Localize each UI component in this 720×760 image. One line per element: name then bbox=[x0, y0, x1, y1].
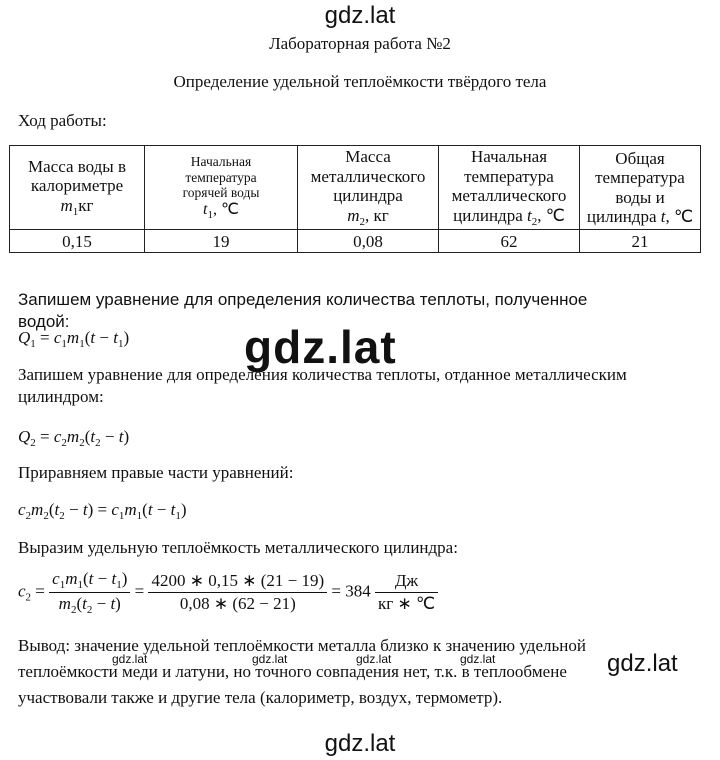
header-text: Масса воды в bbox=[27, 156, 127, 176]
fraction-symbolic: $\frac{c_1m_1(t - t_1)}{m_2(t_2 - t)}$ bbox=[49, 569, 130, 616]
table-cell: 21 bbox=[580, 230, 701, 253]
table-header-row bbox=[10, 146, 701, 230]
header-var: t bbox=[527, 205, 532, 225]
header-cylinder-mass bbox=[298, 146, 439, 230]
header-unit: кг bbox=[78, 195, 94, 215]
header-cylinder-temp bbox=[439, 146, 580, 230]
header-unit: , ℃ bbox=[537, 205, 565, 225]
header-text: металлического bbox=[310, 166, 426, 186]
fraction-numeric bbox=[148, 571, 327, 614]
watermark-center: gdz.lat bbox=[244, 321, 397, 373]
page-title: Лабораторная работа №2 bbox=[269, 34, 451, 53]
conclusion: Вывод: значение удельной теплоёмкости металла близко к значению удельной теплоёмкости меди и латуни, но точного совпадения нет, т.к. в теплообмене участвовали также и другие тела (калориметр, воздух, термометр). bbox=[18, 636, 586, 707]
page-subtitle: Определение удельной теплоёмкости твёрдого тела bbox=[173, 72, 547, 91]
fraction-numeric-den: 0,08 ∗ (62 − 21) bbox=[179, 594, 296, 613]
header-total-temp bbox=[580, 146, 701, 230]
header-text: калориметре bbox=[30, 176, 124, 196]
header-text: температура bbox=[185, 169, 257, 185]
header-text: металлического bbox=[451, 186, 567, 206]
header-text: горячей воды bbox=[182, 185, 260, 201]
paragraph-express: Выразим удельную теплоёмкость металлического цилиндра: bbox=[18, 538, 458, 557]
header-text: цилиндра bbox=[333, 186, 403, 206]
measurement-table bbox=[9, 145, 701, 253]
header-var: m bbox=[347, 205, 360, 225]
header-text: Начальная bbox=[470, 147, 548, 166]
watermark-top: gdz.lat bbox=[324, 2, 396, 29]
paragraph-heat-received: Запишем уравнение для определения количества теплоты, полученное водой: bbox=[18, 290, 588, 331]
header-sub: 2 bbox=[531, 215, 538, 228]
header-text: Масса bbox=[345, 147, 391, 166]
unit-num: Дж bbox=[375, 571, 438, 593]
table-cell: 0,15 bbox=[10, 230, 145, 253]
header-water-mass bbox=[10, 146, 145, 230]
equation-balance: $c_2m_2(t_2 - t) = c_1m_1(t - t_1)$ bbox=[18, 500, 187, 522]
header-var: t bbox=[203, 200, 208, 218]
header-text: Общая bbox=[615, 148, 665, 168]
fraction-numeric-num: 4200 ∗ 0,15 ∗ (21 − 19) bbox=[148, 571, 327, 593]
header-sub: 1 bbox=[207, 208, 213, 221]
header-hot-water-temp bbox=[145, 146, 298, 230]
table-cell: 0,08 bbox=[298, 230, 439, 253]
formula-result: = 384 bbox=[331, 581, 371, 601]
fraction-unit bbox=[375, 571, 438, 614]
header-text: цилиндра bbox=[453, 205, 523, 225]
header-text: температура bbox=[464, 166, 554, 186]
equation-q1: $Q_1 = c_1m_1(t - t_1)$ bbox=[18, 328, 130, 350]
watermark-small: gdz.lat bbox=[460, 652, 496, 666]
watermark-small: gdz.lat bbox=[252, 652, 288, 666]
progress-label: Ход работы: bbox=[18, 111, 107, 130]
table-row bbox=[10, 230, 701, 253]
table-cell: 19 bbox=[145, 230, 298, 253]
header-var: t bbox=[660, 207, 666, 227]
watermark-small: gdz.lat bbox=[112, 652, 148, 666]
header-sub: 2 bbox=[359, 215, 366, 228]
header-var: m bbox=[60, 195, 73, 215]
header-unit: , ℃ bbox=[665, 207, 694, 227]
header-text: цилиндра bbox=[586, 207, 657, 227]
header-sub: 1 bbox=[72, 205, 79, 218]
header-unit: , кг bbox=[365, 205, 389, 225]
header-unit: , ℃ bbox=[212, 200, 239, 218]
header-text: Начальная bbox=[190, 154, 252, 170]
header-text: температура bbox=[595, 168, 685, 188]
unit-den: кг ∗ ℃ bbox=[377, 594, 436, 613]
table-cell: 62 bbox=[439, 230, 580, 253]
watermark-right: gdz.lat bbox=[607, 650, 678, 677]
paragraph-equate: Приравняем правые части уравнений: bbox=[18, 463, 294, 482]
header-text: воды и bbox=[615, 187, 665, 207]
watermark-bottom: gdz.lat bbox=[324, 730, 396, 757]
equation-q2: $Q_2 = c_2m_2(t_2 - t)$ bbox=[18, 427, 130, 449]
paragraph-heat-given: Запишем уравнение для определения количества теплоты, отданное металлическим цилиндром: bbox=[18, 365, 627, 406]
watermark-small: gdz.lat bbox=[356, 652, 392, 666]
equation-specific-heat: $c_2$ = $\frac{c_1m_1(t - t_1)}{m_2(t_2 - t)}$ = $\frac{4200 ∗ 0,15 ∗ (21 - 19)}{0,08 ∗ (62 - 21)}$ = 384 $\frac{Дж}{кг ∗ ℃}$ bbox=[18, 569, 438, 616]
